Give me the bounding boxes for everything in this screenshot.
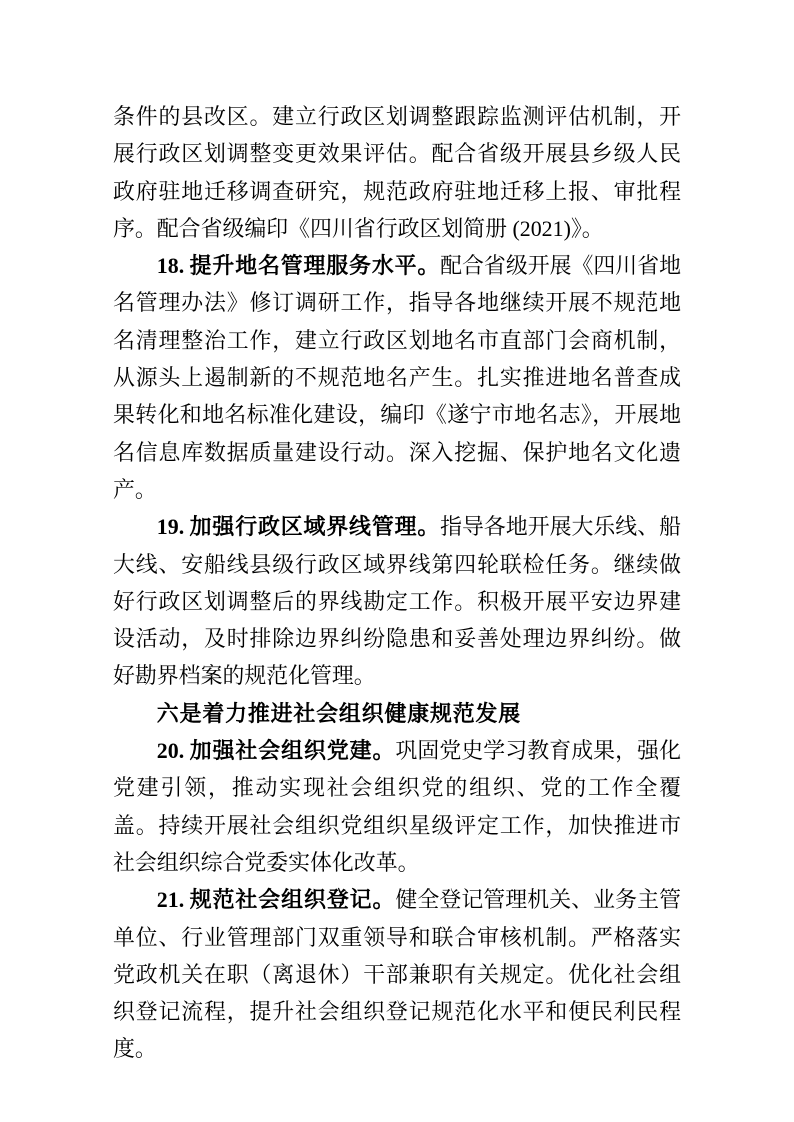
paragraph-item-19 <box>113 508 681 694</box>
paragraph-item-21 <box>113 881 681 1067</box>
paragraph-lead: 加强社会组织党建。 <box>189 738 396 764</box>
paragraph-text: 配合省级开展《四川省地名管理办法》修订调研工作，指导各地继续开展不规范地名清理整治工作，建立行政区划地名市直部门会商机制，从源头上遏制新的不规范地名产生。扎实推进地名普查成果转化和地名标准化建设，编印《遂宁市地名志》，开展地名信息库数据质量建设行动。深入挖掘、保护地名文化遗产。 <box>113 253 681 502</box>
paragraph-item-18 <box>113 247 681 508</box>
paragraph-item-20 <box>113 732 681 881</box>
paragraph-number: 18. <box>156 253 185 279</box>
paragraph-number: 21. <box>156 887 185 913</box>
paragraph-text: 巩固党史学习教育成果，强化党建引领，推动实现社会组织党的组织、党的工作全覆盖。持续开展社会组织党组织星级评定工作，加快推进市社会组织综合党委实体化改革。 <box>113 738 681 875</box>
paragraph-lead: 加强行政区域界线管理。 <box>189 514 441 540</box>
paragraph-text: 指导各地开展大乐线、船大线、安船线县级行政区域界线第四轮联检任务。继续做好行政区划调整后的界线勘定工作。积极开展平安边界建设活动，及时排除边界纠纷隐患和妥善处理边界纠纷。做好勘界档案的规范化管理。 <box>113 514 681 689</box>
paragraph-lead: 规范社会组织登记。 <box>189 887 396 913</box>
section-heading: 六是着力推进社会组织健康规范发展 <box>156 700 522 726</box>
paragraph-continuation <box>113 98 681 247</box>
paragraph-number: 19. <box>156 514 185 540</box>
paragraph-text: 条件的县改区。建立行政区划调整跟踪监测评估机制，开展行政区划调整变更效果评估。配合省级开展县乡级人民政府驻地迁移调查研究，规范政府驻地迁移上报、审批程序。配合省级编印《四川省行政区划简册 (2021)》。 <box>113 104 681 241</box>
paragraph-text: 健全登记管理机关、业务主管单位、行业管理部门双重领导和联合审核机制。严格落实党政机关在职（离退休）干部兼职有关规定。优化社会组织登记流程，提升社会组织登记规范化水平和便民利民程度。 <box>113 887 681 1062</box>
paragraph-lead: 提升地名管理服务水平。 <box>189 253 441 279</box>
paragraph-number: 20. <box>156 738 185 764</box>
document-body <box>113 98 681 1068</box>
